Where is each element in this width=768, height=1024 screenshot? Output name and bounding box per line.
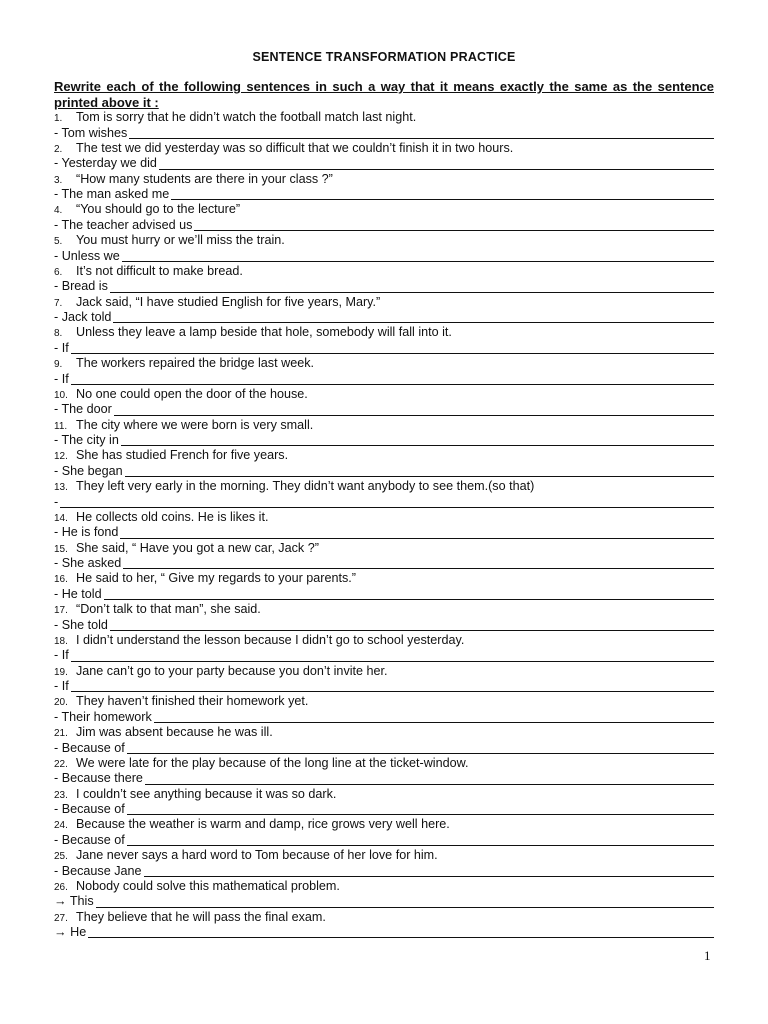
- exercise-number: 5.: [54, 236, 63, 247]
- exercise-item: [54, 541, 714, 572]
- exercise-item: [54, 694, 714, 725]
- exercise-item: [54, 202, 714, 233]
- sentence-text: The test we did yesterday was so difficult that we couldn’t finish it in two hours.: [76, 140, 514, 155]
- exercise-item: [54, 479, 714, 510]
- exercise-sentence: [54, 694, 714, 710]
- sentence-text: They believe that he will pass the final exam.: [76, 909, 326, 924]
- sentence-text: It’s not difficult to make bread.: [76, 263, 243, 278]
- answer-line: [54, 310, 714, 325]
- sentence-text: The city where we were born is very small.: [76, 417, 314, 432]
- answer-line: [54, 187, 714, 202]
- exercise-sentence: [54, 325, 714, 341]
- answer-blank[interactable]: [171, 188, 714, 200]
- exercise-number: 19.: [54, 666, 68, 678]
- answer-blank[interactable]: [71, 650, 714, 662]
- answer-blank[interactable]: [60, 496, 714, 508]
- exercise-number: 18.: [54, 635, 68, 647]
- answer-prefix: → This: [54, 894, 94, 909]
- answer-line: [54, 525, 714, 540]
- exercise-sentence: [54, 448, 714, 464]
- exercise-number: 15.: [54, 543, 68, 555]
- answer-prefix: - If: [54, 648, 69, 663]
- sentence-text: She has studied French for five years.: [76, 448, 289, 463]
- exercise-number: 9.: [54, 359, 63, 370]
- exercise-sentence: [54, 356, 714, 372]
- instructions: Rewrite each of the following sentences in such a way that it means exactly the same as the sentence printed above it :: [54, 79, 714, 110]
- answer-prefix: - Tom wishes: [54, 125, 128, 140]
- exercise-item: [54, 879, 714, 910]
- exercise-sentence: [54, 817, 714, 833]
- exercise-sentence: [54, 510, 714, 526]
- answer-prefix: - The teacher advised us: [54, 217, 193, 232]
- exercise-number: 21.: [54, 728, 68, 739]
- answer-prefix: - Yesterday we did: [54, 156, 157, 171]
- sentence-text: She said, “ Have you got a new car, Jack ?”: [76, 540, 319, 555]
- sentence-text: “How many students are there in your class ?”: [76, 171, 333, 186]
- answer-prefix: - He told: [54, 586, 102, 601]
- answer-line: [54, 894, 714, 909]
- sentence-text: Jack said, “I have studied English for five years, Mary.”: [76, 294, 381, 309]
- sentence-text: Nobody could solve this mathematical problem.: [76, 878, 340, 893]
- exercise-sentence: [54, 418, 714, 434]
- exercise-item: [54, 725, 714, 756]
- answer-prefix: - If: [54, 340, 69, 355]
- exercise-sentence: [54, 387, 714, 403]
- exercise-number: 1.: [54, 113, 63, 124]
- answer-line: [54, 402, 714, 417]
- exercise-sentence: [54, 756, 714, 772]
- answer-prefix: - If: [54, 371, 69, 386]
- answer-line: [54, 279, 714, 294]
- exercise-number: 22.: [54, 758, 68, 770]
- answer-line: [54, 864, 714, 879]
- exercise-number: 13.: [54, 482, 68, 493]
- answer-blank[interactable]: [144, 865, 714, 877]
- sentence-text: We were late for the play because of the long line at the ticket-window.: [76, 755, 469, 770]
- exercise-number: 3.: [54, 174, 63, 186]
- sentence-text: Jane can’t go to your party because you don’t invite her.: [76, 663, 388, 678]
- answer-line: [54, 249, 714, 264]
- answer-prefix: - Because Jane: [54, 863, 142, 878]
- answer-blank[interactable]: [127, 803, 714, 815]
- sentence-text: Because the weather is warm and damp, rice grows very well here.: [76, 817, 450, 832]
- answer-line: [54, 464, 714, 479]
- sentence-text: No one could open the door of the house.: [76, 386, 308, 401]
- answer-blank[interactable]: [96, 896, 714, 908]
- answer-blank[interactable]: [71, 680, 714, 692]
- answer-blank[interactable]: [127, 834, 714, 846]
- exercise-number: 10.: [54, 389, 68, 401]
- answer-prefix: → He: [54, 925, 87, 939]
- exercise-sentence: [54, 602, 714, 618]
- exercise-item: [54, 264, 714, 295]
- answer-blank[interactable]: [125, 465, 714, 477]
- sentence-text: They haven’t finished their homework yet.: [76, 694, 309, 709]
- sentence-text: You must hurry or we’ll miss the train.: [76, 233, 285, 247]
- exercise-item: [54, 910, 714, 941]
- answer-line: [54, 372, 714, 387]
- sentence-text: Jane never says a hard word to Tom because of her love for him.: [76, 848, 438, 862]
- answer-blank[interactable]: [114, 404, 714, 416]
- exercise-item: [54, 510, 714, 541]
- answer-blank[interactable]: [122, 250, 714, 262]
- exercise-number: 6.: [54, 266, 63, 278]
- answer-blank[interactable]: [129, 127, 714, 139]
- exercise-sentence: [54, 879, 714, 895]
- sentence-text: The workers repaired the bridge last week.: [76, 356, 314, 370]
- exercise-sentence: [54, 233, 714, 249]
- sentence-text: Unless they leave a lamp beside that hole, somebody will fall into it.: [76, 325, 452, 340]
- answer-prefix: - She told: [54, 617, 108, 632]
- exercise-number: 26.: [54, 881, 68, 893]
- answer-blank[interactable]: [145, 773, 714, 785]
- exercise-sentence: [54, 664, 714, 680]
- exercise-item: [54, 141, 714, 172]
- exercise-number: 7.: [54, 297, 63, 309]
- exercise-item: [54, 325, 714, 356]
- sentence-text: He said to her, “ Give my regards to your parents.”: [76, 571, 356, 586]
- exercise-item: [54, 756, 714, 787]
- exercise-number: 2.: [54, 143, 63, 155]
- answer-line: [54, 771, 714, 786]
- exercise-sentence: [54, 910, 714, 926]
- exercise-list: [54, 110, 714, 940]
- exercise-number: 4.: [54, 205, 63, 217]
- exercise-number: 17.: [54, 605, 68, 616]
- exercise-sentence: [54, 633, 714, 649]
- exercise-number: 11.: [54, 420, 68, 432]
- answer-prefix: - She began: [54, 463, 123, 478]
- answer-line: [54, 618, 714, 633]
- answer-blank[interactable]: [110, 619, 714, 631]
- answer-prefix: - Because of: [54, 832, 125, 847]
- answer-line: [54, 802, 714, 817]
- answer-line: [54, 648, 714, 663]
- answer-blank[interactable]: [71, 373, 714, 385]
- answer-blank[interactable]: [110, 281, 714, 293]
- exercise-sentence: [54, 787, 714, 803]
- answer-line: [54, 741, 714, 756]
- answer-blank[interactable]: [113, 311, 714, 323]
- exercise-sentence: [54, 725, 714, 741]
- answer-line: [54, 126, 714, 141]
- answer-blank[interactable]: [123, 557, 714, 569]
- exercise-item: [54, 295, 714, 326]
- sentence-text: Jim was absent because he was ill.: [76, 725, 273, 739]
- answer-prefix: - Jack told: [54, 310, 112, 324]
- exercise-number: 24.: [54, 820, 68, 832]
- sentence-text: They left very early in the morning. They didn’t want anybody to see them.(so that): [76, 479, 535, 493]
- answer-prefix: - The city in: [54, 433, 119, 447]
- answer-blank[interactable]: [120, 527, 714, 539]
- exercise-number: 8.: [54, 328, 63, 340]
- exercise-sentence: [54, 172, 714, 188]
- sentence-text: I couldn’t see anything because it was so dark.: [76, 786, 337, 801]
- answer-blank[interactable]: [194, 219, 714, 231]
- exercise-sentence: [54, 848, 714, 864]
- exercise-sentence: [54, 141, 714, 157]
- exercise-number: 23.: [54, 789, 68, 801]
- answer-blank[interactable]: [121, 434, 714, 446]
- answer-line: [54, 710, 714, 725]
- answer-line: [54, 156, 714, 171]
- exercise-number: 16.: [54, 574, 68, 586]
- exercise-sentence: [54, 541, 714, 557]
- exercise-item: [54, 110, 714, 141]
- answer-prefix: -: [54, 494, 59, 509]
- answer-prefix: - Because of: [54, 802, 125, 816]
- exercise-item: [54, 418, 714, 449]
- answer-line: [54, 341, 714, 356]
- answer-line: [54, 679, 714, 694]
- answer-blank[interactable]: [154, 711, 714, 723]
- answer-prefix: - He is fond: [54, 525, 119, 540]
- exercise-number: 27.: [54, 912, 68, 924]
- page-number: 1: [704, 948, 711, 963]
- exercise-item: [54, 571, 714, 602]
- exercise-sentence: [54, 264, 714, 280]
- answer-line: [54, 925, 714, 940]
- answer-prefix: - Because there: [54, 771, 143, 786]
- answer-blank[interactable]: [88, 926, 714, 938]
- answer-prefix: - Because of: [54, 740, 125, 755]
- exercise-sentence: [54, 202, 714, 218]
- exercise-item: [54, 787, 714, 818]
- answer-line: [54, 218, 714, 233]
- exercise-sentence: [54, 571, 714, 587]
- answer-line: [54, 833, 714, 848]
- exercise-sentence: [54, 110, 714, 126]
- answer-prefix: - Bread is: [54, 279, 108, 294]
- exercise-item: [54, 356, 714, 387]
- exercise-item: [54, 448, 714, 479]
- answer-prefix: - The man asked me: [54, 187, 170, 201]
- answer-line: [54, 433, 714, 448]
- answer-blank[interactable]: [159, 158, 714, 170]
- exercise-sentence: [54, 295, 714, 311]
- page-title: SENTENCE TRANSFORMATION PRACTICE: [252, 50, 516, 64]
- sentence-text: “Don’t talk to that man”, she said.: [76, 602, 261, 616]
- answer-blank[interactable]: [71, 342, 714, 354]
- exercise-item: [54, 664, 714, 695]
- sentence-text: I didn’t understand the lesson because I didn’t go to school yesterday.: [76, 632, 465, 647]
- sentence-text: He collects old coins. He is likes it.: [76, 509, 269, 524]
- answer-prefix: - Their homework: [54, 709, 152, 724]
- exercise-item: [54, 848, 714, 879]
- answer-blank[interactable]: [127, 742, 714, 754]
- exercise-number: 12.: [54, 451, 68, 463]
- sentence-text: “You should go to the lecture”: [76, 202, 241, 217]
- answer-line: [54, 556, 714, 571]
- answer-blank[interactable]: [104, 588, 714, 600]
- answer-prefix: - If: [54, 679, 69, 693]
- exercise-sentence: [54, 479, 714, 495]
- answer-prefix: - The door: [54, 402, 112, 417]
- exercise-number: 25.: [54, 851, 68, 862]
- exercise-item: [54, 817, 714, 848]
- sentence-text: Tom is sorry that he didn’t watch the football match last night.: [76, 110, 417, 124]
- exercise-number: 20.: [54, 697, 68, 709]
- answer-line: [54, 587, 714, 602]
- answer-prefix: - Unless we: [54, 248, 120, 263]
- exercise-item: [54, 633, 714, 664]
- exercise-item: [54, 233, 714, 264]
- exercise-number: 14.: [54, 512, 68, 524]
- answer-prefix: - She asked: [54, 556, 122, 570]
- answer-line: [54, 495, 714, 510]
- exercise-item: [54, 602, 714, 633]
- exercise-item: [54, 387, 714, 418]
- exercise-item: [54, 172, 714, 203]
